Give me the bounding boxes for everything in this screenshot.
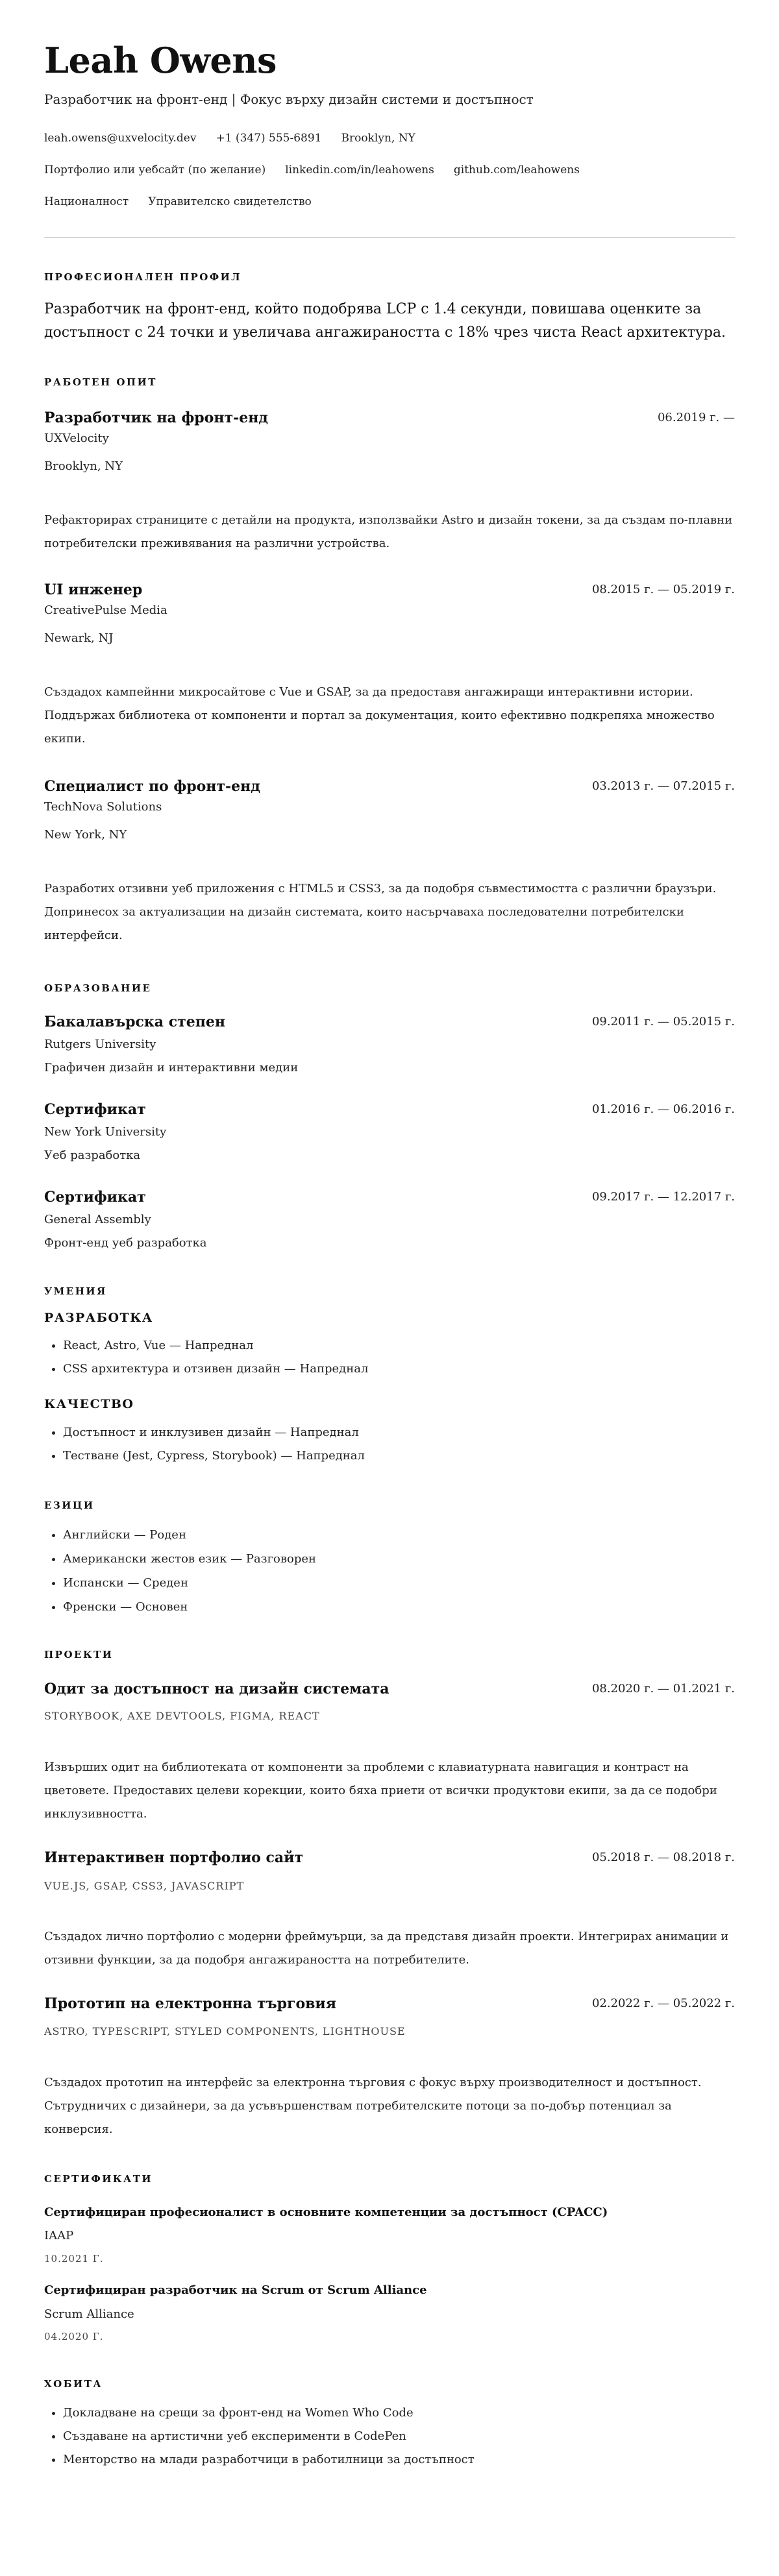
location: Brooklyn, NY <box>341 132 415 145</box>
project-title: Одит за достъпност на дизайн системата <box>44 1681 390 1697</box>
skill-item: • Достъпност и инклузивен дизайн — Напреднал <box>63 1421 735 1444</box>
linkedin-link[interactable]: linkedin.com/in/leahowens <box>285 164 434 176</box>
company: UXVelocity <box>44 431 109 445</box>
certificate-date: 10.2021 Г. <box>44 2253 104 2265</box>
field-of-study: Графичен дизайн и интерактивни медии <box>44 1061 299 1075</box>
education-section <box>44 982 735 1253</box>
projects-section <box>44 1648 735 2141</box>
company: TechNova Solutions <box>44 800 162 814</box>
education-dates: 09.2017 г. — 12.2017 г. <box>591 1190 735 1204</box>
project-entry <box>44 1848 735 1972</box>
education-entry <box>44 1012 735 1078</box>
degree: Бакалавърска степен <box>44 1014 225 1030</box>
personal-info-row <box>44 192 735 212</box>
certificate-issuer: Scrum Alliance <box>44 2307 134 2321</box>
experience-section <box>44 376 735 947</box>
section-heading: ЕЗИЦИ <box>44 1500 95 1511</box>
project-dates: 02.2022 г. — 05.2022 г. <box>591 1997 735 2010</box>
email-link[interactable]: leah.owens@uxvelocity.dev <box>44 132 197 145</box>
project-description: Създадох лично портфолио с модерни фреймуърци, за да представя дизайн проекти. Интегрирах анимации и отзивни функции, за да подобря ангажираността на потребителите. <box>44 1930 729 1967</box>
project-description: Създадох прототип на интерфейс за електронна търговия с фокус върху производителност и достъпност. Сътрудничих с дизайнери, за да усъвършенствам потребителските потоци за по-добър потенциал за конверсия. <box>44 2076 702 2136</box>
languages-section <box>44 1499 735 1619</box>
language-item: • Американски жестов език — Разговорен <box>63 1547 735 1571</box>
language-item: • Френски — Основен <box>63 1595 735 1619</box>
certificates-section <box>44 2172 735 2344</box>
header-divider <box>44 237 735 238</box>
section-heading: СЕРТИФИКАТИ <box>44 2173 153 2185</box>
project-title: Прототип на електронна търговия <box>44 1995 336 2012</box>
job-dates: 08.2015 г. — 05.2019 г. <box>591 583 735 596</box>
links-row <box>44 160 735 180</box>
job-dates: 03.2013 г. — 07.2015 г. <box>591 779 735 793</box>
skill-list <box>44 1421 735 1468</box>
certificate-title: Сертифициран разработчик на Scrum от Scrum Alliance <box>44 2283 427 2297</box>
education-dates: 09.2011 г. — 05.2015 г. <box>591 1015 735 1028</box>
job-entry <box>44 580 735 751</box>
skill-group-heading: РАЗРАБОТКА <box>44 1311 153 1325</box>
job-entry <box>44 408 735 555</box>
certificate-issuer: IAAP <box>44 2229 74 2242</box>
project-dates: 05.2018 г. — 08.2018 г. <box>591 1851 735 1864</box>
resume-header <box>44 40 735 212</box>
profile-section <box>44 271 735 345</box>
company: CreativePulse Media <box>44 603 167 617</box>
github-link[interactable]: github.com/leahowens <box>453 164 580 176</box>
skill-item: • Тестване (Jest, Cypress, Storybook) — Напреднал <box>63 1444 735 1468</box>
skill-item: • React, Astro, Vue — Напреднал <box>63 1334 735 1357</box>
project-tech: VUE.JS, GSAP, CSS3, JAVASCRIPT <box>44 1880 245 1892</box>
section-heading: ОБРАЗОВАНИЕ <box>44 982 152 994</box>
job-location: New York, NY <box>44 828 127 842</box>
contact-row <box>44 128 735 148</box>
degree: Сертификат <box>44 1101 146 1118</box>
certificate-title: Сертифициран професионалист в основните компетенции за достъпност (CPACC) <box>44 2205 608 2219</box>
skill-list <box>44 1334 735 1381</box>
job-title: UI инженер <box>44 581 143 598</box>
education-entry <box>44 1187 735 1253</box>
project-tech: STORYBOOK, AXE DEVTOOLS, FIGMA, REACT <box>44 1710 320 1722</box>
job-entry <box>44 777 735 947</box>
project-description: Извърших одит на библиотеката от компоненти за проблеми с клавиатурната навигация и контраст на цветовете. Предоставих целеви корекции, които бяха приети от всички продуктови екипи, за да се подобри инклузивността. <box>44 1760 717 1821</box>
hobby-list <box>44 2401 735 2472</box>
headline: Разработчик на фронт-енд | Фокус върху дизайн системи и достъпност <box>44 91 534 107</box>
project-tech: ASTRO, TYPESCRIPT, STYLED COMPONENTS, LIGHTHOUSE <box>44 2025 406 2037</box>
section-heading: РАБОТЕН ОПИТ <box>44 376 157 388</box>
job-dates: 06.2019 г. — <box>657 411 735 424</box>
nationality: Националност <box>44 195 129 208</box>
field-of-study: Фронт-енд уеб разработка <box>44 1236 207 1250</box>
drivers-license: Управителско свидетелство <box>148 195 312 208</box>
project-entry <box>44 1679 735 1826</box>
section-heading: ПРОФЕСИОНАЛЕН ПРОФИЛ <box>44 271 242 283</box>
hobbies-section <box>44 2377 735 2472</box>
candidate-name: Leah Owens <box>44 40 277 81</box>
skill-item: • CSS архитектура и отзивен дизайн — Напреднал <box>63 1357 735 1381</box>
school: New York University <box>44 1125 167 1139</box>
job-description: Създадох кампейнни микросайтове с Vue и GSAP, за да предоставя ангажиращи интерактивни истории. Поддържах библиотека от компоненти и портал за документация, които ефективно подкрепяха множество екипи. <box>44 685 715 746</box>
field-of-study: Уеб разработка <box>44 1148 141 1162</box>
project-title: Интерактивен портфолио сайт <box>44 1849 304 1866</box>
portfolio-link[interactable]: Портфолио или уебсайт (по желание) <box>44 164 266 176</box>
section-heading: УМЕНИЯ <box>44 1285 107 1297</box>
certificate-date: 04.2020 Г. <box>44 2331 104 2342</box>
school: Rutgers University <box>44 1038 156 1051</box>
language-list <box>44 1523 735 1619</box>
job-description: Разработих отзивни уеб приложения с HTML5 и CSS3, за да подобря съвместимостта с различни браузъри. Допринесох за актуализации на дизайн системата, които насърчаваха последователни потребителски интерфейси. <box>44 882 717 942</box>
school: General Assembly <box>44 1213 151 1226</box>
resume-page <box>0 40 779 2472</box>
project-dates: 08.2020 г. — 01.2021 г. <box>591 1682 735 1695</box>
certificate-entry <box>44 2281 735 2344</box>
phone: +1 (347) 555-6891 <box>216 132 322 145</box>
project-entry <box>44 1994 735 2141</box>
language-item: • Английски — Роден <box>63 1523 735 1547</box>
section-heading: ПРОЕКТИ <box>44 1649 114 1660</box>
hobby-item: • Менторство на млади разработчици в работилници за достъпност <box>63 2448 735 2472</box>
job-location: Newark, NJ <box>44 631 114 645</box>
degree: Сертификат <box>44 1189 146 1206</box>
profile-summary: Разработчик на фронт-енд, който подобрява LCP с 1.4 секунди, повишава оценките за достъпност с 24 точки и увеличава ангажираността с 18% чрез чиста React архитектура. <box>44 301 726 341</box>
education-entry <box>44 1100 735 1165</box>
job-title: Специалист по фронт-енд <box>44 778 260 795</box>
skills-section <box>44 1285 735 1468</box>
job-location: Brooklyn, NY <box>44 459 123 473</box>
hobby-item: • Докладване на срещи за фронт-енд на Women Who Code <box>63 2401 735 2425</box>
language-item: • Испански — Среден <box>63 1571 735 1595</box>
skill-group-heading: КАЧЕСТВО <box>44 1397 134 1411</box>
job-title: Разработчик на фронт-енд <box>44 409 268 426</box>
section-heading: ХОБИТА <box>44 2378 103 2390</box>
education-dates: 01.2016 г. — 06.2016 г. <box>591 1102 735 1116</box>
certificate-entry <box>44 2203 735 2266</box>
job-description: Рефакторирах страниците с детайли на продукта, използвайки Astro и дизайн токени, за да създам по-плавни потребителски преживявания на различни устройства. <box>44 513 733 550</box>
hobby-item: • Създаване на артистични уеб експерименти в CodePen <box>63 2425 735 2448</box>
